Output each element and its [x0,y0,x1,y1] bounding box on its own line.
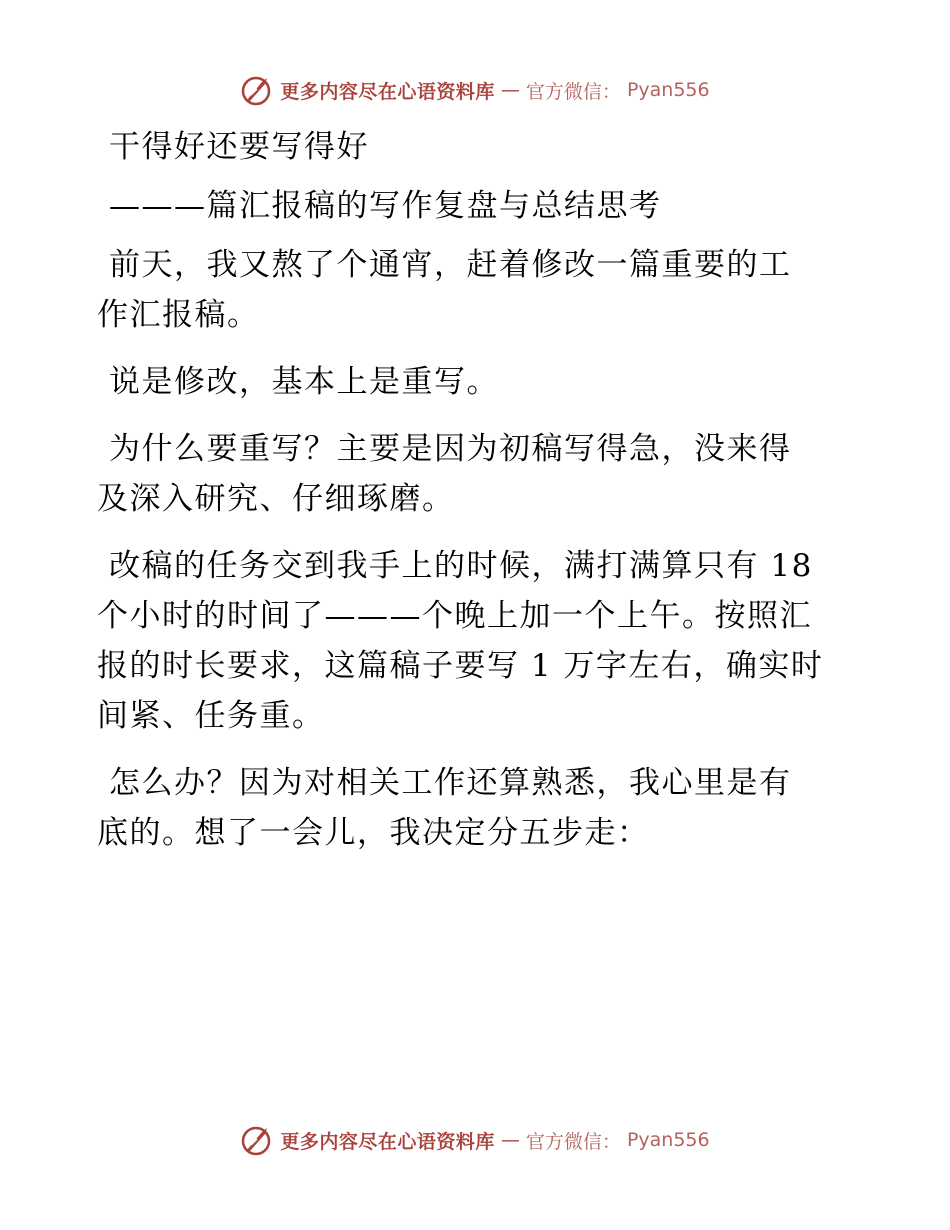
paragraph-line: 及深入研究、仔细琢磨。 [97,481,455,517]
quill-pen-icon [240,1123,274,1157]
paragraph-line: 前天，我又熬了个通宵，赶着修改一篇重要的工 [109,247,792,283]
paragraph [97,240,857,340]
paragraph-line: 为什么要重写？主要是因为初稿写得急，没来得 [109,431,792,467]
paragraph-line: 间紧、任务重。 [97,698,325,734]
banner-separator: — [500,79,520,101]
paragraph-line: 作汇报稿。 [97,297,260,333]
paragraph [97,424,857,524]
banner-separator: — [500,1129,520,1151]
paragraph-line: 怎么办？因为对相关工作还算熟悉，我心里是有 [109,765,792,801]
paragraph-line: 说是修改，基本上是重写。 [109,364,499,400]
paragraph-line: 改稿的任务交到我手上的时候，满打满算只有 18 [109,548,813,584]
footer-banner [0,1120,950,1160]
banner-wechat-id: Pyan556 [626,1129,710,1151]
document-subtitle: ———篇汇报稿的写作复盘与总结思考 [109,188,662,224]
banner-wechat-label: 官方微信： [525,80,621,103]
paragraph [97,357,857,407]
paragraph-line: 底的。想了一会儿，我决定分五步走： [97,815,650,851]
banner-text: 更多内容尽在心语资料库 [280,80,495,103]
banner-wechat-id: Pyan556 [626,79,710,101]
document-body [97,122,857,858]
document-title: 干得好还要写得好 [109,129,369,165]
paragraph [97,541,857,741]
banner-wechat-label: 官方微信： [525,1130,621,1153]
header-banner [0,70,950,110]
paragraph-line: 报的时长要求，这篇稿子要写 1 万字左右，确实时 [97,648,824,684]
paragraph [97,758,857,858]
quill-pen-icon [240,73,274,107]
banner-text: 更多内容尽在心语资料库 [280,1130,495,1153]
paragraph-line: 个小时的时间了———个晚上加一个上午。按照汇 [97,598,812,634]
